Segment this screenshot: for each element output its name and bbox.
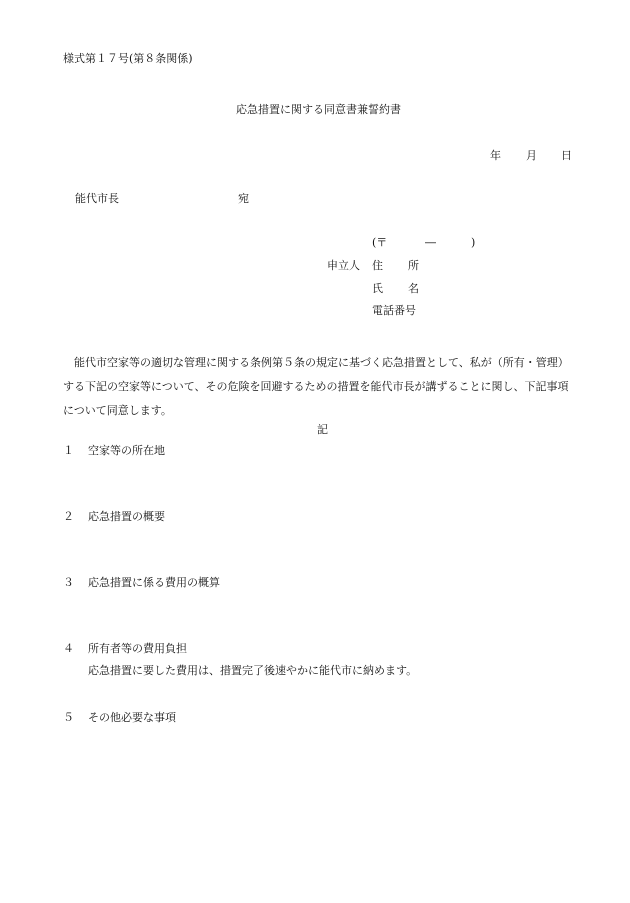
form-number: 様式第１７号(第８条関係) [63, 52, 193, 65]
name-label-2: 名 [408, 282, 419, 295]
postal-open: (〒 [372, 236, 388, 249]
item-label: 応急措置に係る費用の概算 [88, 576, 220, 589]
addressee-name: 能代市長 [75, 192, 119, 205]
item-number: ３ [63, 576, 74, 589]
item-number: １ [63, 444, 74, 457]
item-label: 応急措置の概要 [88, 510, 165, 523]
address-label-1: 住 [372, 259, 383, 272]
date-year: 年 [490, 149, 501, 162]
document-title: 応急措置に関する同意書兼誓約書 [236, 103, 401, 116]
item-label: その他必要な事項 [88, 711, 176, 724]
name-label-1: 氏 [372, 282, 383, 295]
ki-heading: 記 [317, 423, 328, 436]
postal-close: ) [471, 236, 476, 249]
item-number: ２ [63, 510, 74, 523]
date-day: 日 [561, 149, 572, 162]
addressee-suffix: 宛 [238, 192, 249, 205]
item-label: 空家等の所在地 [88, 444, 165, 457]
item-detail: 応急措置に要した費用は、措置完了後速やかに能代市に納めます。 [88, 664, 418, 677]
date-month: 月 [526, 149, 537, 162]
address-label-2: 所 [408, 259, 419, 272]
item-number: ５ [63, 711, 74, 724]
phone-label: 電話番号 [372, 304, 416, 317]
postal-dash: ― [425, 236, 436, 249]
applicant-role-label: 申立人 [327, 259, 360, 272]
body-paragraph: 能代市空家等の適切な管理に関する条例第５条の規定に基づく応急措置として、私が（所有・管理）する下記の空家等について、その危険を回避するための措置を能代市長が講ずることに関し、下記事項について同意します。 [63, 356, 569, 417]
item-label: 所有者等の費用負担 [88, 642, 187, 655]
item-number: ４ [63, 642, 74, 655]
